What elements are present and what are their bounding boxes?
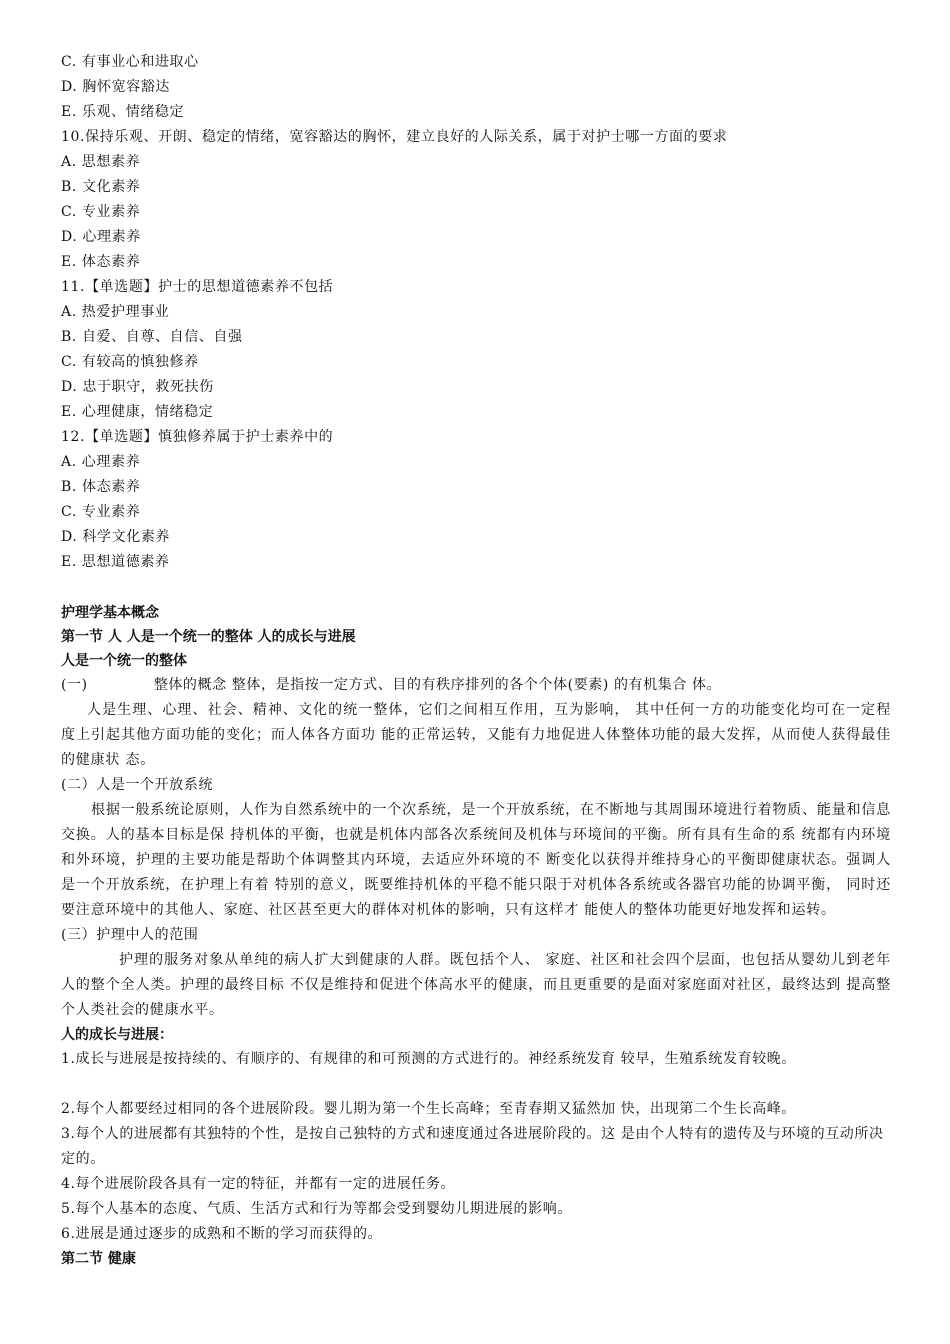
question-11-stem: 11.【单选题】护士的思想道德素养不包括 <box>61 279 334 295</box>
question-12-stem: 12.【单选题】慎独修养属于护士素养中的 <box>61 429 334 445</box>
question-10-option-e: E. 体态素养 <box>61 254 141 270</box>
question-10-option-a: A. 思想素养 <box>61 154 141 170</box>
question-10-option-c: C. 专业素养 <box>61 204 141 220</box>
paragraph-whole: 人是生理、心理、社会、精神、文化的统一整体，它们之间相互作用，互为影响， 其中任何一方的功能变化均可在一定程度上引起其他方面功能的变化；而人体各方面功 能的正常运转，又能有力地促进人体整体功能的最大发挥，从而使人获得最佳的健康状 态。 <box>61 702 891 768</box>
growth-item: 2.每个人都要经过相同的各个进展阶段。婴儿期为第一个生长高峰；至青春期又猛然加 快，出现第二个生长高峰。 <box>61 1101 797 1117</box>
subheading-1-label: (一) <box>61 677 88 693</box>
question-12-option-e: E. 思想道德素养 <box>61 554 170 570</box>
question-11-option-b: B. 自爱、自尊、自信、自强 <box>61 329 243 345</box>
growth-item: 4.每个进展阶段各具有一定的特征，并都有一定的进展任务。 <box>61 1176 456 1192</box>
paragraph-open-system: 根据一般系统论原则，人作为自然系统中的一个次系统，是一个开放系统，在不断地与其周围环境进行着物质、能量和信息交换。人的基本目标是保 持机体的平衡，也就是机体内部各次系统间及机体与环境间的平衡。所有具有生命的系 统都有内环境和外环境，护理的主要功能是帮助个体调整其内环境，去适应外环境的不 断变化以获得并维持身心的平衡即健康状态。强调人是一个开放系统，在护理上有着 特别的意义，既要维持机体的平稳不能只限于对机体各系统或各器官功能的协调平衡， 同时还要注意环境中的其他人、家庭、社区甚至更大的群体对机体的影响，只有这样才 能使人的整体功能更好地发挥和运转。 <box>61 802 891 918</box>
question-11-option-d: D. 忠于职守，救死扶伤 <box>61 379 214 395</box>
question-10-stem: 10.保持乐观、开朗、稳定的情绪，宽容豁达的胸怀，建立良好的人际关系，属于对护士哪一方面的要求 <box>61 129 728 145</box>
heading-growth: 人的成长与进展： <box>61 1027 173 1043</box>
document-page <box>61 50 891 1271</box>
question-11-option-a: A. 热爱护理事业 <box>61 304 170 320</box>
growth-item: 5.每个人基本的态度、气质、生活方式和行为等都会受到婴幼儿期进展的影响。 <box>61 1201 572 1217</box>
question-12-option-c: C. 专业素养 <box>61 504 141 520</box>
question-11-option-e: E. 心理健康，情绪稳定 <box>61 404 214 420</box>
subheading-2: (二）人是一个开放系统 <box>61 777 214 793</box>
subheading-1-text: 整体的概念 整体，是指按一定方式、目的有秩序排列的各个个体(要素) 的有机集合 体。 <box>153 677 722 693</box>
chapter-title: 护理学基本概念 <box>61 605 159 621</box>
growth-item: 1.成长与进展是按持续的、有顺序的、有规律的和可预测的方式进行的。神经系统发育 较早，生殖系统发育较晚。 <box>61 1051 797 1067</box>
growth-item: 3.每个人的进展都有其独特的个性，是按自己独特的方式和速度通过各进展阶段的。这 是由个人特有的遗传及与环境的互动所决定的。 <box>61 1126 884 1167</box>
question-10-option-d: D. 心理素养 <box>61 229 141 245</box>
question-12-option-b: B. 体态素养 <box>61 479 141 495</box>
question-10-option-b: B. 文化素养 <box>61 179 141 195</box>
section-2-title: 第二节 健康 <box>61 1251 136 1267</box>
spacer <box>61 1072 891 1097</box>
heading-whole: 人是一个统一的整体 <box>61 653 187 669</box>
question-12-option-a: A. 心理素养 <box>61 454 141 470</box>
option-line: C. 有事业心和进取心 <box>61 54 199 70</box>
option-line: E. 乐观、情绪稳定 <box>61 104 185 120</box>
subheading-1 <box>61 673 891 698</box>
question-12-option-d: D. 科学文化素养 <box>61 529 171 545</box>
paragraph-scope: 护理的服务对象从单纯的病人扩大到健康的人群。既包括个人、 家庭、社区和社会四个层面，也包括从婴幼儿到老年人的整个全人类。护理的最终目标 不仅是维持和促进个体高水平的健康，而且更重要的是面对家庭面对社区，最终达到 提高整个人类社会的健康水平。 <box>61 952 891 1018</box>
growth-item: 6.进展是通过逐步的成熟和不断的学习而获得的。 <box>61 1226 383 1242</box>
option-line: D. 胸怀宽容豁达 <box>61 79 171 95</box>
spacer <box>61 575 891 601</box>
question-11-option-c: C. 有较高的慎独修养 <box>61 354 199 370</box>
subheading-3: (三）护理中人的范围 <box>61 927 199 943</box>
section-1-title: 第一节 人 人是一个统一的整体 人的成长与进展 <box>61 629 356 645</box>
